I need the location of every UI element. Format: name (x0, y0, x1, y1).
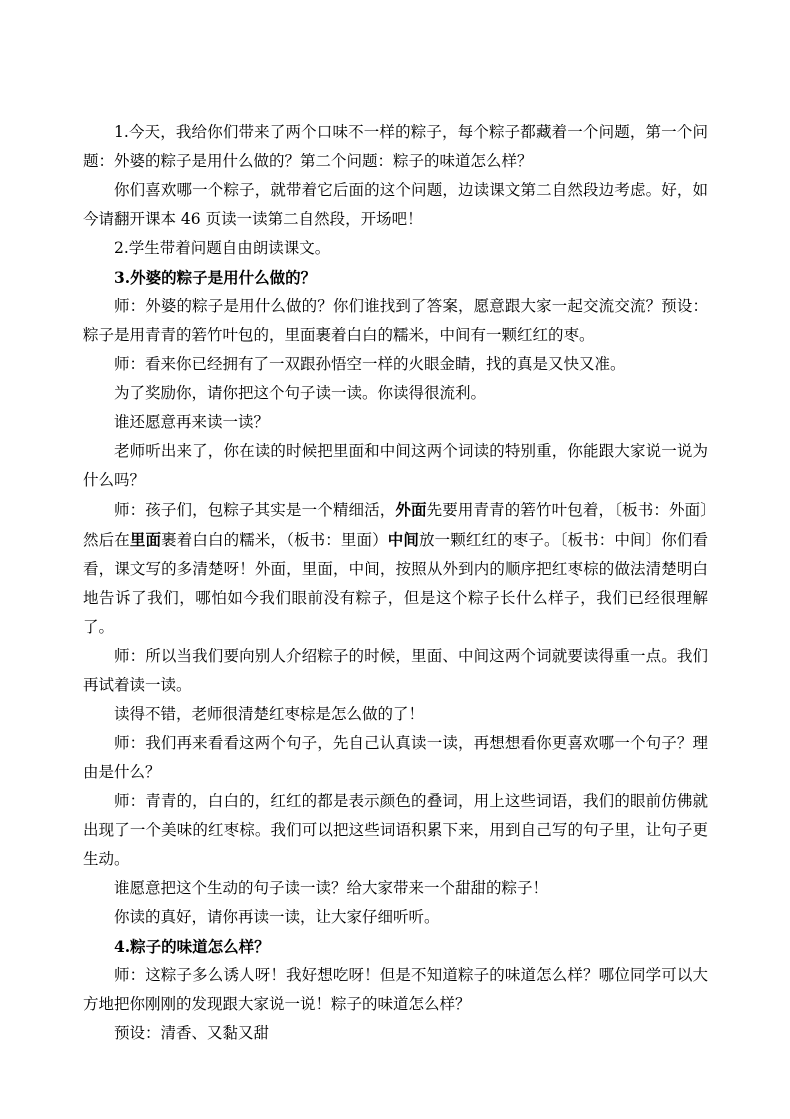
paragraph-compare-sentences: 师：我们再来看看这两个句子，先自己认真读一读，再想想看你更喜欢哪一个句子？理由是什么？ (83, 734, 708, 781)
document-body (83, 118, 708, 1048)
heading-step-3: 3.外婆的粽子是用什么做的？ (114, 268, 317, 287)
segment-text: 师：孩子们，包粽子其实是一个精细活， (114, 501, 396, 519)
segment-text: 先要用青青的箬竹叶包着，〔板书：外面〕然后在 (83, 501, 708, 549)
segment-text: 放一颗红红的枣子。〔板书：中间〕你们看看，课文写的多清楚呀！外面，里面，中间，按照从外到内的顺序把红枣棕的做法清楚明白地告诉了我们，哪怕如今我们眼前没有粽子，但是这个粽子长什么样子，我们已经很理解了。 (83, 531, 708, 636)
bold-term-inside: 里面 (129, 530, 162, 549)
paragraph-good-reading: 读得不错，老师很清楚红枣棕是怎么做的了！ (114, 705, 425, 723)
segment-text: 裹着白白的糯米，（板书：里面） (161, 531, 388, 549)
paragraph-taste-answer: 预设：清香、又黏又甜 (114, 1024, 270, 1042)
bold-term-outside: 外面 (395, 500, 427, 519)
paragraph-choose-zongzi: 你们喜欢哪一个粽子，就带着它后面的这个问题，边读课文第二自然段边考虑。好，如今请翻开课本 46 页读一读第二自然段，开场吧！ (83, 181, 708, 228)
paragraph-teacher-explanation (83, 495, 708, 642)
paragraph-read-vivid: 谁愿意把这个生动的句子读一读？给大家带来一个甜甜的粽子！ (114, 879, 549, 897)
paragraph-intro-questions: 1.今天，我给你们带来了两个口味不一样的粽子，每个粽子都藏着一个问题，第一个问题：外婆的粽子是用什么做的？第二个问题：粽子的味道怎么样？ (83, 123, 708, 170)
bold-term-middle: 中间 (387, 530, 419, 549)
paragraph-step-2: 2.学生带着问题自由朗读课文。 (114, 239, 331, 257)
paragraph-emphasis-question: 老师听出来了，你在读的时候把里面和中间这两个词读的特别重，你能跟大家说一说为什么吗？ (83, 442, 708, 489)
paragraph-reduplicated-words: 师：青青的，白白的，红红的都是表示颜色的叠词，用上这些词语，我们的眼前仿佛就出现了一个美味的红枣棕。我们可以把这些词语积累下来，用到自己写的句子里，让句子更生动。 (83, 792, 708, 868)
paragraph-teacher-question-1: 师：外婆的粽子是用什么做的？你们谁找到了答案，愿意跟大家一起交流交流？预设：粽子是用青青的箬竹叶包的，里面裹着白白的糯米，中间有一颗红红的枣。 (83, 297, 708, 344)
paragraph-teacher-praise: 师：看来你已经拥有了一双跟孙悟空一样的火眼金睛，找的真是又快又准。 (114, 355, 626, 373)
heading-step-4: 4.粽子的味道怎么样？ (114, 937, 270, 956)
paragraph-read-emphasis: 师：所以当我们要向别人介绍粽子的时候，里面、中间这两个词就要读得重一点。我们再试着读一读。 (83, 647, 708, 694)
paragraph-taste-question: 师：这粽子多么诱人呀！我好想吃呀！但是不知道粽子的味道怎么样？哪位同学可以大方地把你刚刚的发现跟大家说一说！粽子的味道怎么样？ (83, 966, 708, 1013)
paragraph-read-again: 你读的真好，请你再读一读，让大家仔细听听。 (114, 908, 440, 926)
paragraph-reward-reading: 为了奖励你，请你把这个句子读一读。你读得很流利。 (114, 384, 487, 402)
paragraph-who-else: 谁还愿意再来读一读？ (114, 413, 270, 431)
